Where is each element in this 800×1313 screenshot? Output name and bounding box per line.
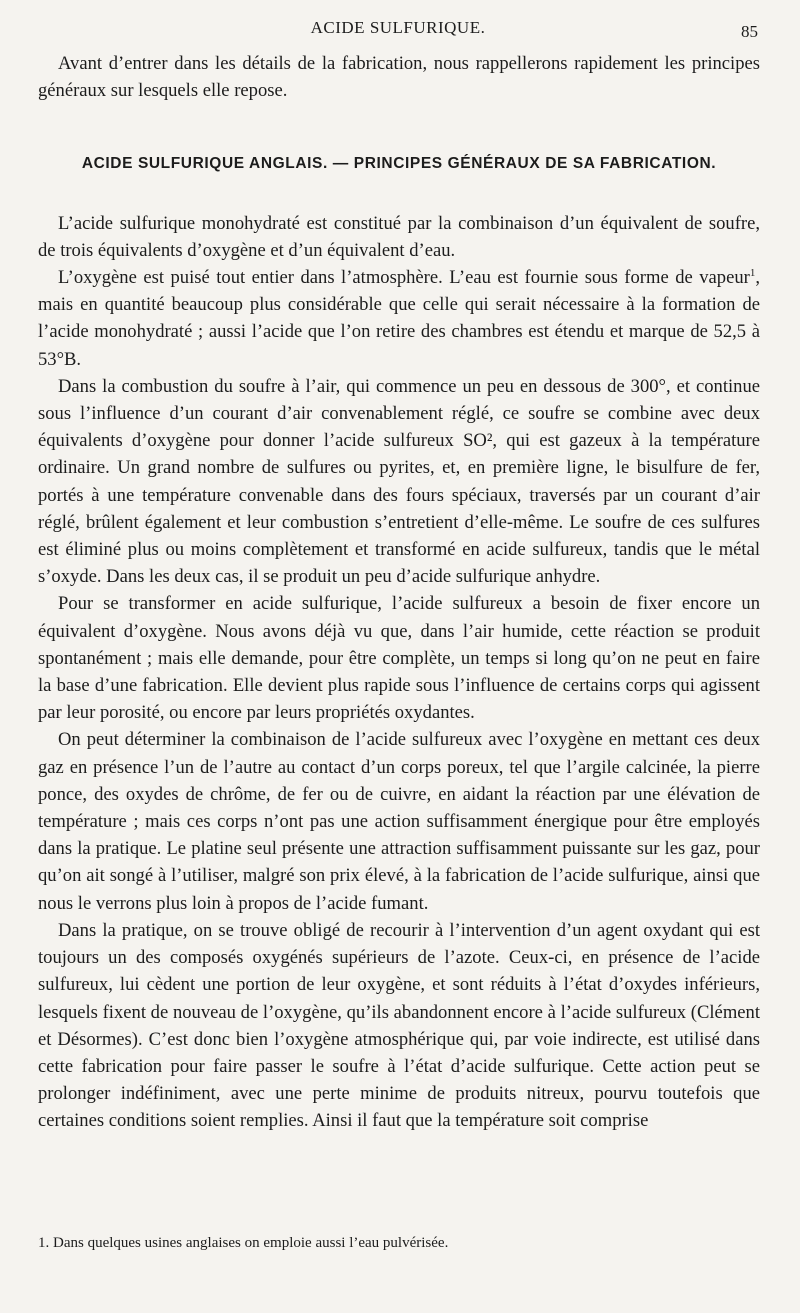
paragraph-2-text: L’oxygène est puisé tout entier dans l’atmosphère. L’eau est fournie sous forme de vapeur <box>58 267 750 289</box>
paragraph-1: L’acide sulfurique monohydraté est constitué par la combinaison d’un équivalent de soufre, de trois équivalents d’oxygène et d’un équivalent d’eau. <box>38 212 760 261</box>
running-head <box>38 18 758 44</box>
footnote-text: Dans quelques usines anglaises on emploie aussi l’eau pulvérisée. <box>53 1235 449 1251</box>
footnote <box>38 1233 760 1253</box>
footnote-reference: 1 <box>749 266 756 279</box>
body-text <box>38 50 760 1135</box>
footnote-marker: 1. <box>38 1235 50 1251</box>
section-heading: ACIDE SULFURIQUE ANGLAIS. — PRINCIPES GÉNÉRAUX DE SA FABRICATION. <box>81 155 717 173</box>
paragraph-4: Pour se transformer en acide sulfurique, l’acide sulfureux a besoin de fixer encore un équivalent d’oxygène. Nous avons déjà vu que, dans l’air humide, cette réaction se produit spontanément ; mais elle demande, pour être complète, un temps si long qu’on ne peut en faire la base d’une fabrication. Elle devient plus rapide sous l’influence de certains corps qui agissent par leur porosité, ou encore par leurs propriétés oxydantes. <box>38 593 760 724</box>
paragraph-2-continued: , mais en quantité beaucoup plus considérable que celle qui serait nécessaire à la formation de l’acide monohydraté ; aussi l’acide que l’on retire des chambres est étendu et marque de 52,5 à 53°B. <box>38 267 760 370</box>
paragraph-5: On peut déterminer la combinaison de l’acide sulfureux avec l’oxygène en mettant ces deux gaz en présence l’un de l’autre au contact d’un corps poreux, tel que l’argile calcinée, la pierre ponce, des oxydes de chrôme, de fer ou de cuivre, en aidant la réaction par une élévation de température ; mais ces corps n’ont pas une action suffisamment énergique pour être employés dans la pratique. Le platine seul présente une attraction suffisamment puissante sur les gaz, pour qu’on ait songé à l’utiliser, malgré son prix élevé, à la fabrication de l’acide sulfurique, ainsi que nous le verrons plus loin à propos de l’acide fumant. <box>38 729 760 914</box>
paragraph-6: Dans la pratique, on se trouve obligé de recourir à l’intervention d’un agent oxydant qui est toujours un des composés oxygénés supérieurs de l’azote. Ceux-ci, en présence de l’acide sulfureux, lui cèdent une portion de leur oxygène, et sont réduits à l’état d’oxydes inférieurs, lesquels fixent de nouveau de l’oxygène, qu’ils abandonnent encore à l’acide sulfureux (Clément et Désormes). C’est donc bien l’oxygène atmosphérique qui, par voie indirecte, est utilisé dans cette fabrication pour faire passer le soufre à l’état d’acide sulfurique. Cette action peut se prolonger indéfiniment, avec une perte minime de produits nitreux, pourvu toutefois que certaines conditions soient remplies. Ainsi il faut que la température soit comprise <box>38 919 760 1132</box>
running-title: ACIDE SULFURIQUE. <box>310 18 486 37</box>
intro-paragraph: Avant d’entrer dans les détails de la fabrication, nous rappellerons rapidement les principes généraux sur lesquels elle repose. <box>38 53 760 102</box>
page-number: 85 <box>741 22 758 41</box>
paragraph-2 <box>38 264 760 373</box>
paragraph-3: Dans la combustion du soufre à l’air, qui commence un peu en dessous de 300°, et continue sous l’influence d’un courant d’air convenablement réglé, ce soufre se combine avec deux équivalents d’oxygène pour donner l’acide sulfureux SO², qui est gazeux à la température ordinaire. Un grand nombre de sulfures ou pyrites, et, en première ligne, le bisulfure de fer, portés à une température convenable dans des fours spéciaux, traversés par un courant d’air réglé, brûlent également et leur combustion s’entretient d’elle-même. Le soufre de ces sulfures est éliminé plus ou moins complètement et transformé en acide sulfureux, tandis que le métal s’oxyde. Dans les deux cas, il se produit un peu d’acide sulfurique anhydre. <box>38 375 760 588</box>
